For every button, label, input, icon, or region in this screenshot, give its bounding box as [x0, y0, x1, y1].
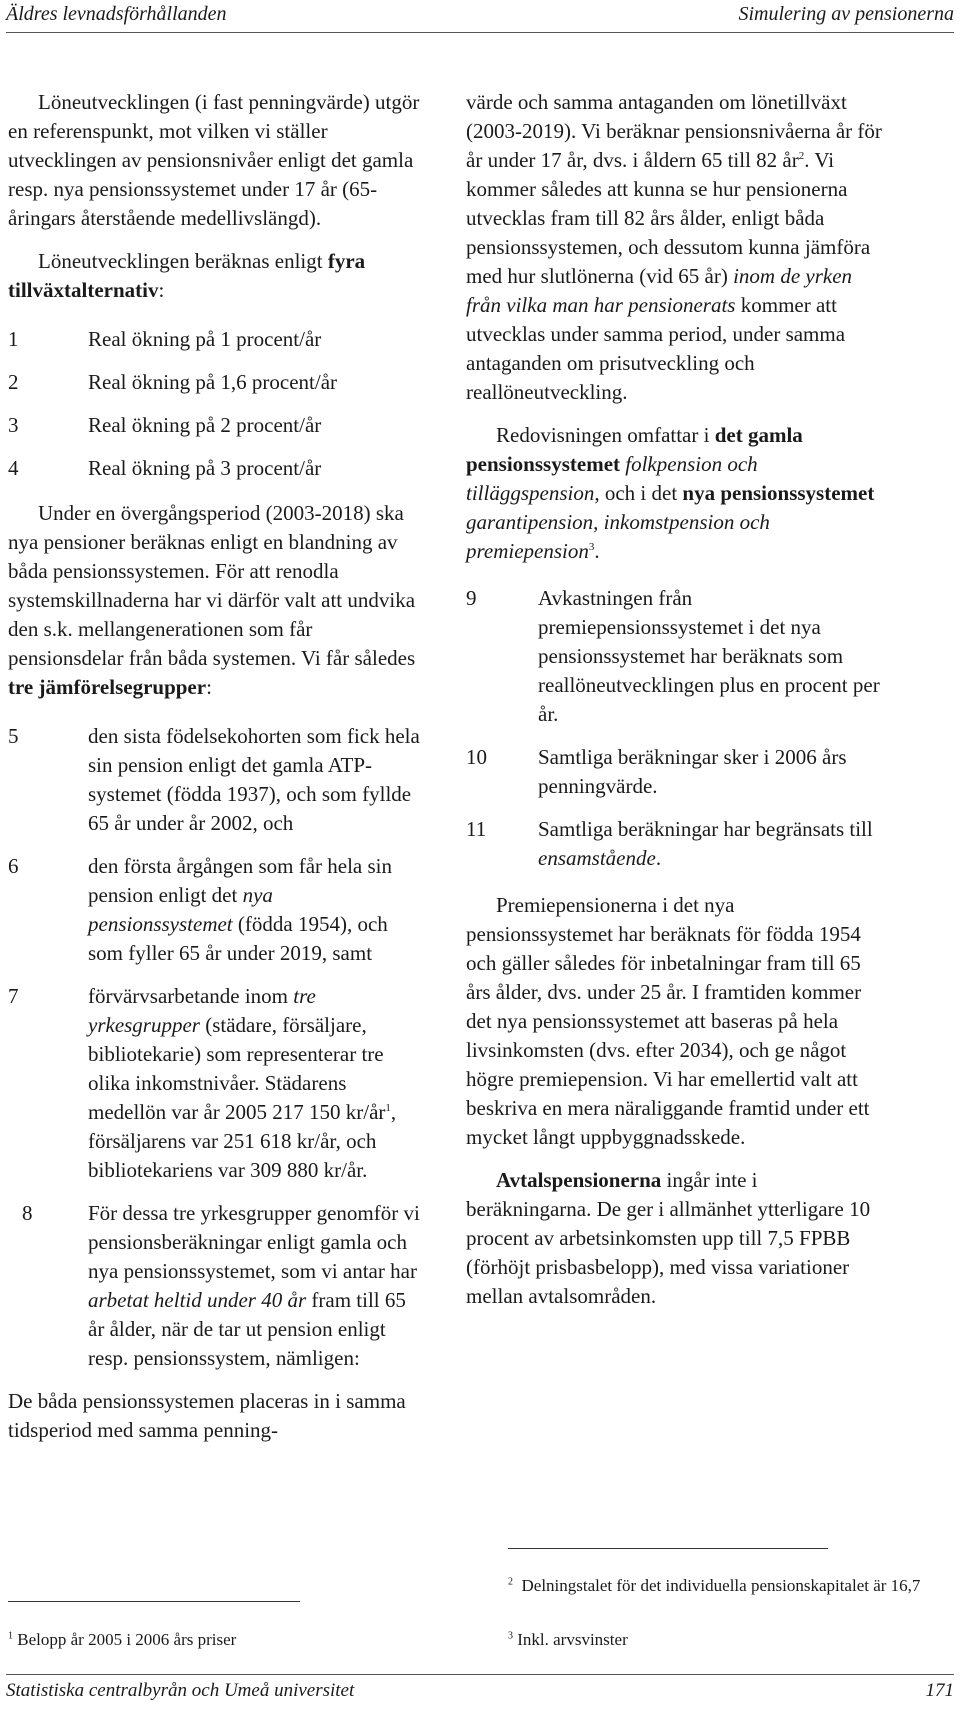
text: förvärvsarbetande inom: [88, 984, 294, 1008]
bold-term: nya pensionssystemet: [682, 481, 875, 505]
text: .: [655, 846, 662, 870]
item-text: den sista födelsekohorten som fick hela sin pension enligt det gamla ATP-systemet (födda 1937), och som fyllde 65 år under år 2002, och: [88, 724, 420, 835]
footnote-rule: [8, 1601, 300, 1602]
item-text: Real ökning på 2 procent/år: [88, 413, 322, 437]
item-number: 9: [466, 586, 477, 610]
item-text: [538, 815, 882, 873]
text: , och i det: [594, 481, 683, 505]
item-number: 5: [8, 724, 19, 748]
text: Redovisningen omfattar i: [496, 423, 715, 447]
italic-term: arbetat heltid under 40 år: [88, 1288, 307, 1312]
list-item: [8, 852, 420, 968]
footnote-marker: 1: [8, 1630, 13, 1642]
paragraph: [8, 88, 420, 233]
footer-left: Statistiska centralbyrån och Umeå universitet: [6, 1680, 355, 1701]
footnote-ref[interactable]: 3: [588, 541, 595, 553]
footnote-ref[interactable]: 2: [798, 150, 805, 162]
paragraph: [466, 421, 882, 566]
footnote-text: Belopp år 2005 i 2006 års priser: [17, 1630, 237, 1649]
item-text: Real ökning på 3 procent/år: [88, 456, 322, 480]
bold-term: det gamla pensionssystemet: [466, 423, 803, 476]
item-number: 1: [8, 327, 19, 351]
footnote-marker: 3: [508, 1630, 513, 1642]
item-text: Real ökning på 1 procent/år: [88, 327, 322, 351]
italic-term: inom de yrken från vilka man har pensionerats: [466, 264, 853, 317]
running-footer: [6, 1674, 954, 1705]
header-left: Äldres levnadsförhållanden: [6, 3, 227, 25]
italic-term: garantipension, inkomstpension och premiepension: [466, 510, 770, 563]
text: Premiepensionerna i det nya pensionssystemet har beräknats för födda 1954 och gäller således för inbetalningar fram till 65 års ålder, dvs. under 25 år. I framtiden kommer det nya pensionssystemet att baseras på hela livsinkomsten (dvs. efter 2034), och ge något högre premiepension. Vi har emellertid valt att beskriva en mera näraliggande framtid under ett mycket långt uppbyggnadsskede.: [466, 893, 870, 1149]
item-text: [88, 1199, 420, 1373]
list-item: [466, 584, 882, 729]
item-text: Avkastningen från premiepensionssystemet i det nya pensionssystemet har beräknats som reallöneutvecklingen plus en procent per år.: [538, 586, 880, 726]
text: Löneutvecklingen (i fast penningvärde) utgör en referenspunkt, mot vilken vi ställer utvecklingen av pensionsnivåer enligt det gamla resp. nya pensionssystemet under 17 år (65-åringars återstående medellivslängd).: [8, 90, 420, 230]
left-column: [8, 88, 420, 1459]
footnote-3: [508, 1628, 938, 1652]
item-number: 3: [8, 413, 19, 437]
list-item: [8, 1199, 420, 1373]
page-number: 171: [925, 1680, 954, 1701]
item-text: Real ökning på 1,6 procent/år: [88, 370, 338, 394]
item-number: 8: [22, 1201, 33, 1225]
list-item: [466, 743, 882, 801]
text: (födda 1954), och som fyller 65 år under 2019, samt: [88, 912, 388, 965]
footnote-text: Inkl. arvsvinster: [517, 1630, 628, 1649]
right-column: [466, 88, 882, 1325]
item-number: 10: [466, 745, 487, 769]
text: :: [206, 675, 212, 699]
bold-term: tre jämförelsegrupper: [8, 675, 207, 699]
footnote-1: [8, 1628, 420, 1652]
list-item: [466, 815, 882, 873]
text: För dessa tre yrkesgrupper genomför vi pensionsberäkningar enligt gamla och nya pensionssystemet, som vi antar har: [88, 1201, 420, 1283]
header-right: Simulering av pensionerna: [738, 3, 954, 25]
running-header: [6, 0, 954, 33]
item-number: 6: [8, 854, 19, 878]
item-number: 11: [466, 817, 487, 841]
text: den första årgången som får hela sin pension enligt det: [88, 854, 393, 907]
paragraph: [466, 891, 882, 1152]
footnote-text: Delningstalet för det individuella pensionskapitalet är 16,7: [521, 1576, 921, 1595]
bold-term: Avtalspensionerna: [496, 1168, 662, 1192]
text: .: [594, 539, 600, 563]
item-text: [88, 852, 420, 968]
item-number: 7: [8, 984, 19, 1008]
text: . Vi kommer således att kunna se hur pensionerna utvecklas fram till 82 års ålder, enligt båda pensionssystemen, och dessutom kunna jämföra med hur slutlönerna (vid 65 år): [466, 148, 871, 288]
paragraph: [466, 88, 882, 407]
text: :: [158, 278, 165, 302]
list-item: [8, 368, 420, 397]
footnote-2: [508, 1574, 938, 1598]
text: kommer att utvecklas under samma period, under samma antaganden om prisutveckling och reallöneutveckling.: [466, 293, 846, 404]
italic-term: tre yrkesgrupper: [88, 984, 316, 1037]
paragraph: [466, 1166, 882, 1311]
text: (städare, försäljare, bibliotekarie) som representerar tre olika inkomstnivåer. Städarens medellön var år 2005 217 150 kr/år: [88, 1013, 386, 1124]
italic-term: ensamstående: [538, 846, 656, 870]
text: Under en övergångsperiod (2003-2018) ska nya pensioner beräknas enligt en blandning av båda pensionssystemen. För att renodla systemskillnaderna har vi därför valt att undvika den s.k. mellangenerationen som får pensionsdelar från båda systemen. Vi får således: [8, 501, 416, 670]
item-text: Samtliga beräkningar sker i 2006 års penningvärde.: [538, 745, 847, 798]
bold-term: fyra tillväxtalternativ: [8, 249, 366, 302]
text: De båda pensionssystemen placeras in i samma tidsperiod med samma penning-: [8, 1389, 406, 1442]
item-number: 2: [8, 370, 19, 394]
paragraph: [8, 247, 420, 305]
list-item: [8, 982, 420, 1185]
paragraph: [8, 499, 420, 702]
italic-term: nya pensionssystemet: [88, 883, 273, 936]
list-item: [8, 722, 420, 838]
list-item: [8, 411, 420, 440]
paragraph: [8, 1387, 420, 1445]
footnote-marker: 2: [508, 1576, 513, 1588]
footnote-ref[interactable]: 1: [385, 1102, 391, 1114]
item-number: 4: [8, 456, 19, 480]
text: värde och samma antaganden om lönetillväxt (2003-2019). Vi beräknar pensionsnivåerna år för år under 17 år, dvs. i åldern 65 till 82 år: [466, 90, 882, 172]
text: fram till 65 år ålder, när de tar ut pension enligt resp. pensionssystem, nämligen:: [88, 1288, 406, 1370]
list-item: [8, 325, 420, 354]
text: Löneutvecklingen beräknas enligt: [38, 249, 328, 273]
footnote-rule: [508, 1548, 828, 1549]
item-text: [88, 982, 420, 1185]
text: Samtliga beräkningar har begränsats till: [538, 817, 873, 841]
text: ingår inte i beräkningarna. De ger i allmänhet ytterligare 10 procent av arbetsinkomsten upp till 7,5 FPBB (förhöjt prisbasbelopp), med vissa variationer mellan avtalsområden.: [466, 1168, 871, 1308]
list-item: [8, 454, 420, 483]
italic-term: folkpension och tilläggspension: [466, 452, 758, 505]
text: , försäljarens var 251 618 kr/år, och bibliotekariens var 309 880 kr/år.: [88, 1100, 397, 1182]
